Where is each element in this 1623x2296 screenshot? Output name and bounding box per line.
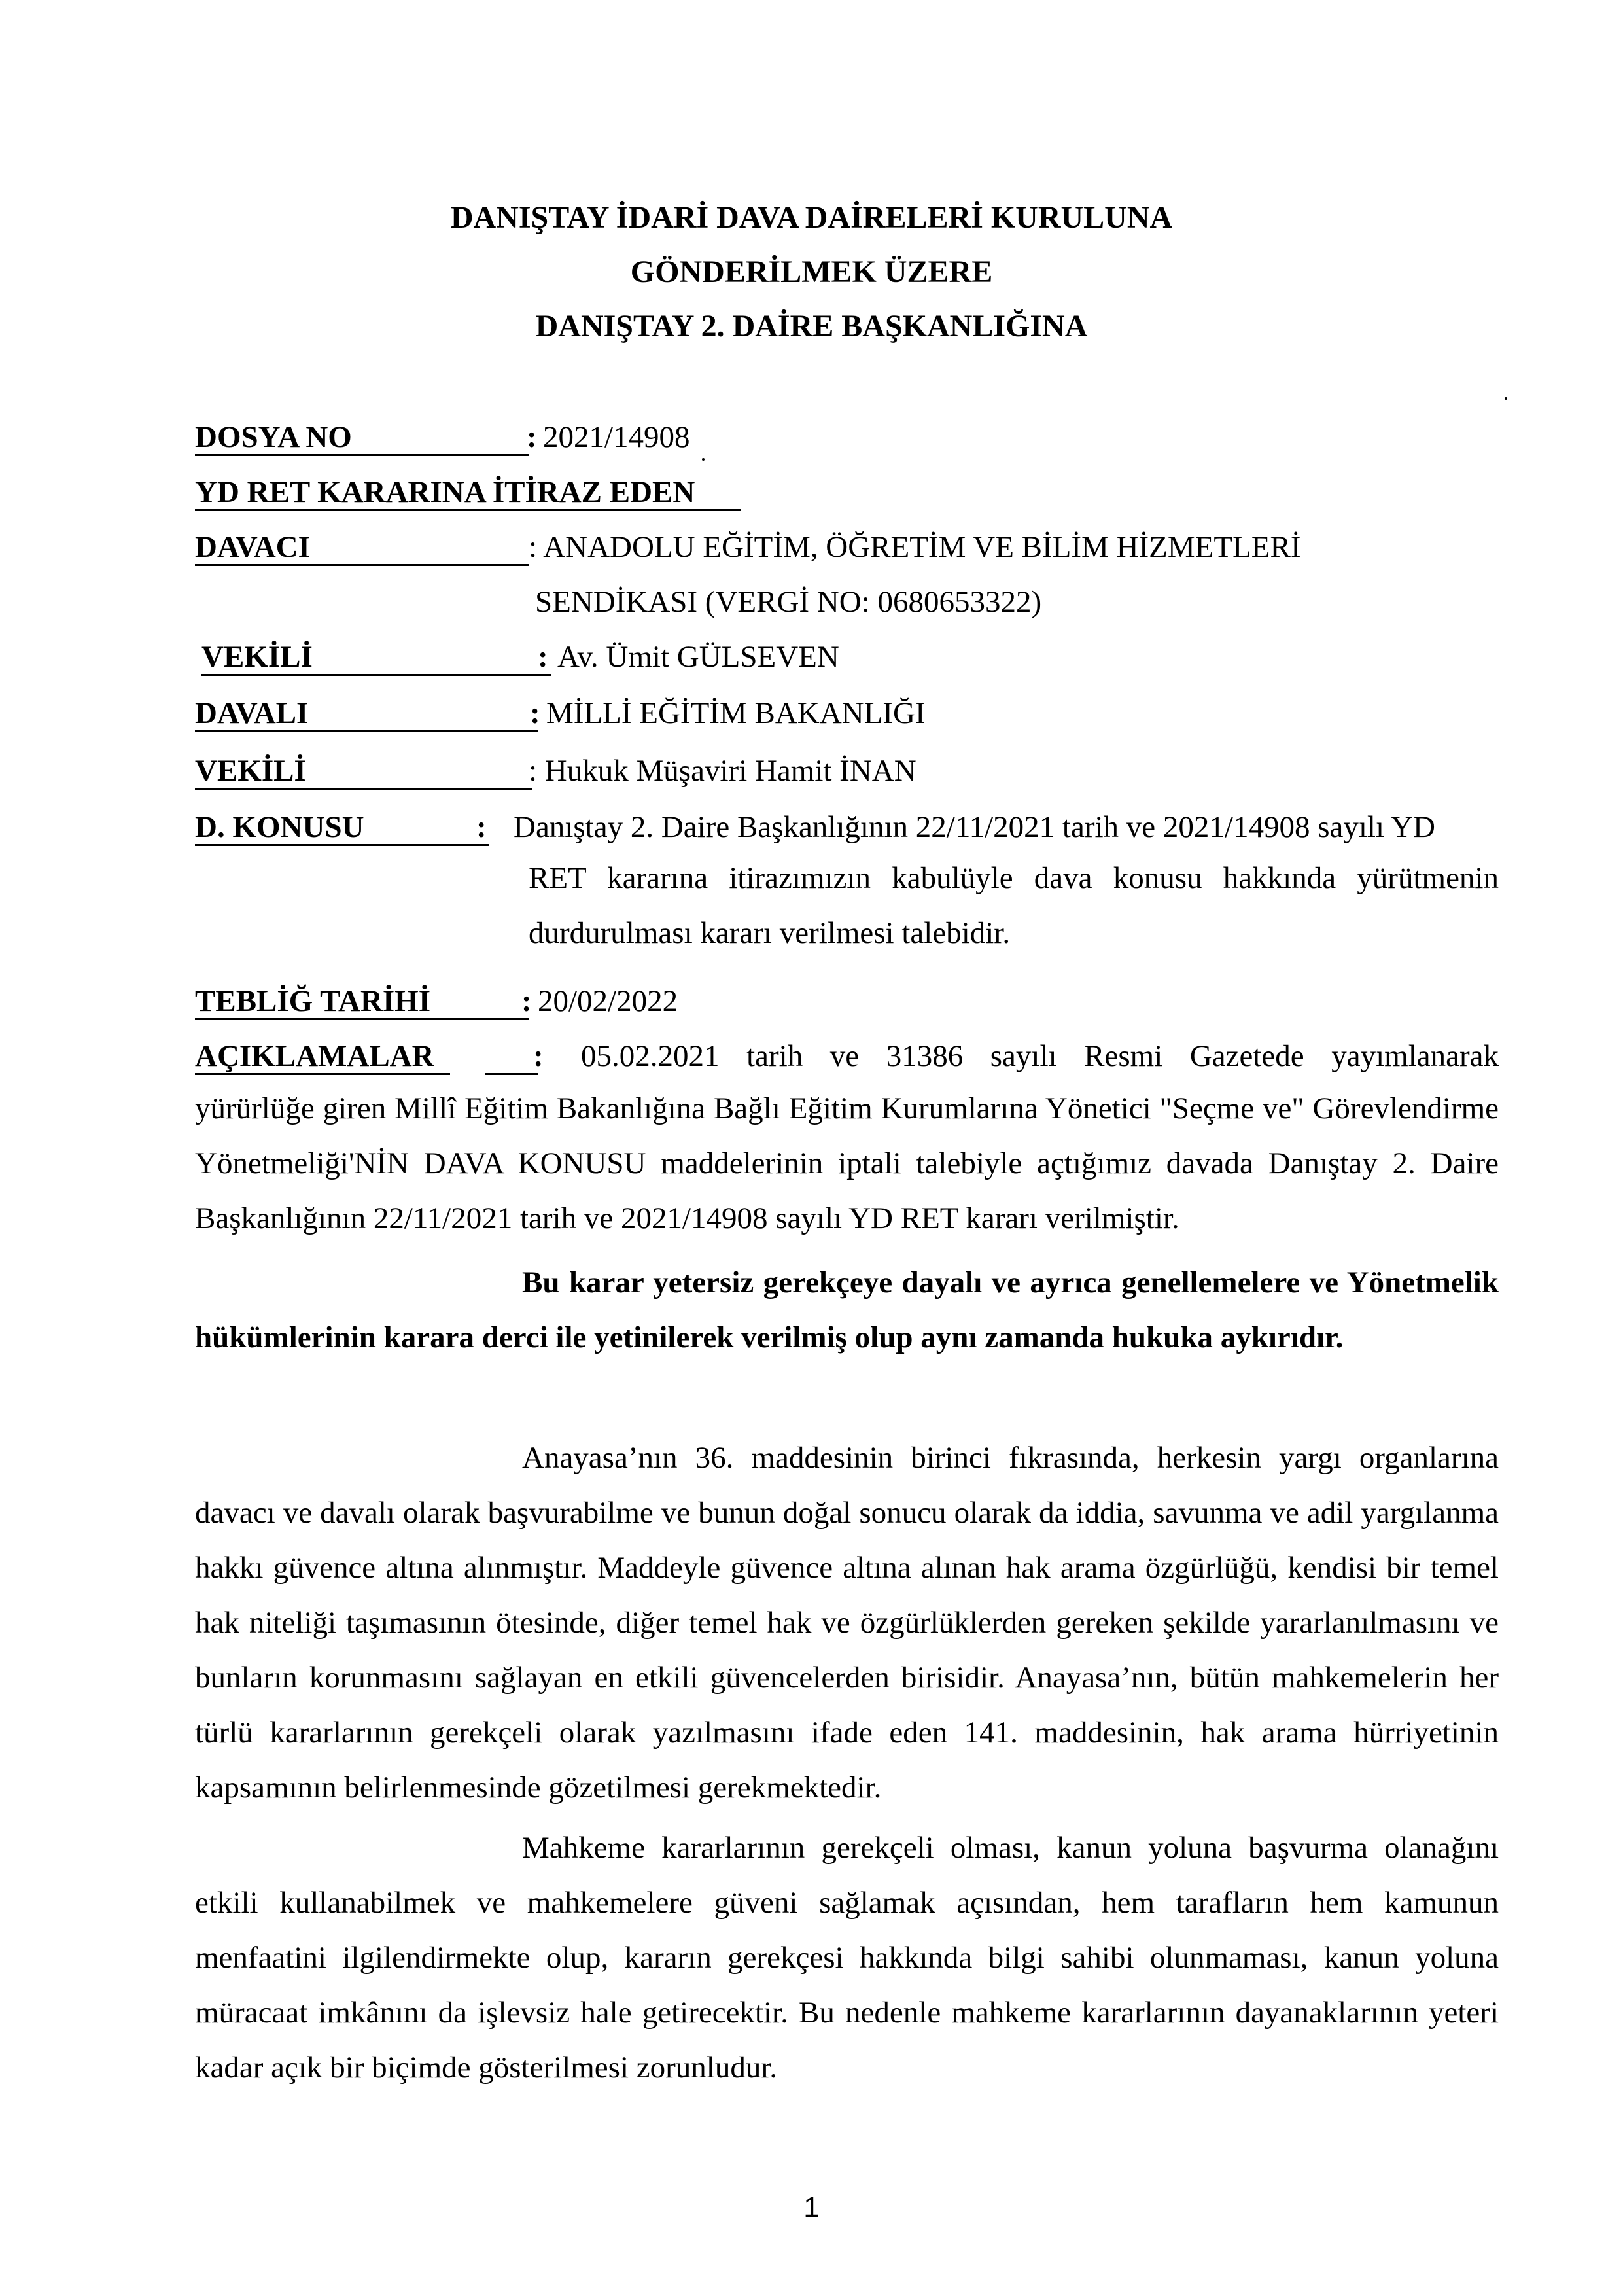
dosya-no-colon: : — [527, 420, 537, 454]
vekili-2-underline — [195, 788, 532, 790]
itiraz-eden-label: YD RET KARARINA İTİRAZ EDEN — [195, 475, 695, 509]
vekili-1-underline — [201, 674, 551, 676]
vekili-1-label: VEKİLİ — [201, 640, 313, 674]
dosya-no-underline — [195, 454, 529, 456]
davaci-value-line-1: : ANADOLU EĞİTİM, ÖĞRETİM VE BİLİM HİZMETLERİ — [529, 530, 1301, 564]
aciklamalar-underline-2 — [485, 1073, 538, 1075]
aciklamalar-underline — [195, 1073, 450, 1075]
konu-label: D. KONUSU — [195, 810, 364, 844]
paragraph-4: Mahkeme kararlarının gerekçeli olması, kanun yoluna başvurma olanağını etkili kullanabilmek ve mahkemelere güveni sağlamak açısından, hem tarafların hem kamunun menfaatini ilgilendirmekte olup, kararın gerekçesi hakkında bilgi sahibi olunmaması, kanun yoluna müracaat imkânını da işlevsiz hale getirecektir. Bu nedenle mahkeme kararlarının dayanaklarının yeteri kadar açık bir biçimde gösterilmesi zorunludur. — [195, 1831, 1499, 2085]
davali-colon: : — [530, 696, 540, 730]
davali-underline — [195, 730, 538, 732]
teblig-tarihi-label: TEBLİĞ TARİHİ — [195, 984, 431, 1018]
aciklamalar-first-line: 05.02.2021 tarih ve 31386 sayılı Resmi Gazetede yayımlanarak — [581, 1039, 1499, 1073]
paragraph-3: Anayasa’nın 36. maddesinin birinci fıkrasında, herkesin yargı organlarına davacı ve davalı olarak başvurabilme ve bunun doğal sonucu olarak da iddia, savunma ve adil yargılanma hakkı güvence altına alınmıştır. Maddeyle güvence altına alınan hak arama özgürlüğü, kendisi bir temel hak niteliği taşımasının ötesinde, diğer temel hak ve özgürlüklerden gereken şekilde yararlanılmasını ve bunların korunmasını sağlayan en etkili güvencelerden birisidir. Anayasa’nın, bütün mahkemelerin her türlü kararlarının gerekçeli olarak yazılmasını ifade eden 141. maddesinin, hak arama hürriyetinin kapsamının belirlenmesinde gözetilmesi gerekmektedir. — [195, 1441, 1499, 1805]
dosya-no-value: 2021/14908 — [543, 420, 690, 454]
header-line-3: DANIŞTAY 2. DAİRE BAŞKANLIĞINA — [535, 309, 1088, 344]
header-line-1: DANIŞTAY İDARİ DAVA DAİRELERİ KURULUNA — [450, 200, 1173, 235]
teblig-tarihi-underline — [195, 1018, 529, 1020]
davaci-label: DAVACI — [195, 530, 310, 564]
davaci-underline — [195, 564, 529, 566]
konu-continuation: RET kararına itirazımızın kabulüyle dava konusu hakkında yürütmenin durdurulması kararı verilmesi talebidir. — [529, 861, 1499, 950]
teblig-tarihi-value: 20/02/2022 — [538, 984, 678, 1018]
vekili-2-label: VEKİLİ — [195, 754, 306, 788]
davali-value: MİLLİ EĞİTİM BAKANLIĞI — [546, 696, 926, 730]
paragraph-2-bold: Bu karar yetersiz gerekçeye dayalı ve ayrıca genellemelere ve Yönetmelik hükümlerinin karara derci ile yetinilerek verilmiş olup aynı zamanda hukuka aykırıdır. — [195, 1265, 1499, 1354]
teblig-tarihi-colon: : — [521, 984, 532, 1018]
dosya-no-label: DOSYA NO — [195, 420, 352, 454]
stray-dot-2 — [702, 458, 705, 461]
header-line-2: GÖNDERİLMEK ÜZERE — [630, 255, 993, 289]
konu-colon: : — [476, 810, 487, 844]
stray-dot — [1505, 397, 1507, 400]
paragraph-1: yürürlüğe giren Millî Eğitim Bakanlığına Bağlı Eğitim Kurumlarına Yönetici "Seçme ve" Görevlendirme Yönetmeliği'NİN DAVA KONUSU maddelerinin iptali talebiyle açtığımız davada Danıştay 2. Daire Başkanlığının 22/11/2021 tarih ve 2021/14908 sayılı YD RET kararı verilmiştir. — [195, 1091, 1499, 1235]
vekili-2-value: : Hukuk Müşaviri Hamit İNAN — [529, 754, 916, 788]
vekili-1-value: Av. Ümit GÜLSEVEN — [557, 640, 839, 674]
itiraz-eden-underline — [195, 509, 741, 511]
davaci-value-line-2: SENDİKASI (VERGİ NO: 0680653322) — [535, 585, 1042, 619]
konu-underline — [195, 844, 489, 846]
konu-line-1: Danıştay 2. Daire Başkanlığının 22/11/2021 tarih ve 2021/14908 sayılı YD — [514, 810, 1435, 844]
aciklamalar-label: AÇIKLAMALAR — [195, 1039, 434, 1073]
aciklamalar-colon: : — [533, 1039, 544, 1073]
page-number: 1 — [803, 2191, 820, 2223]
davali-label: DAVALI — [195, 696, 309, 730]
vekili-1-colon: : — [538, 640, 548, 674]
